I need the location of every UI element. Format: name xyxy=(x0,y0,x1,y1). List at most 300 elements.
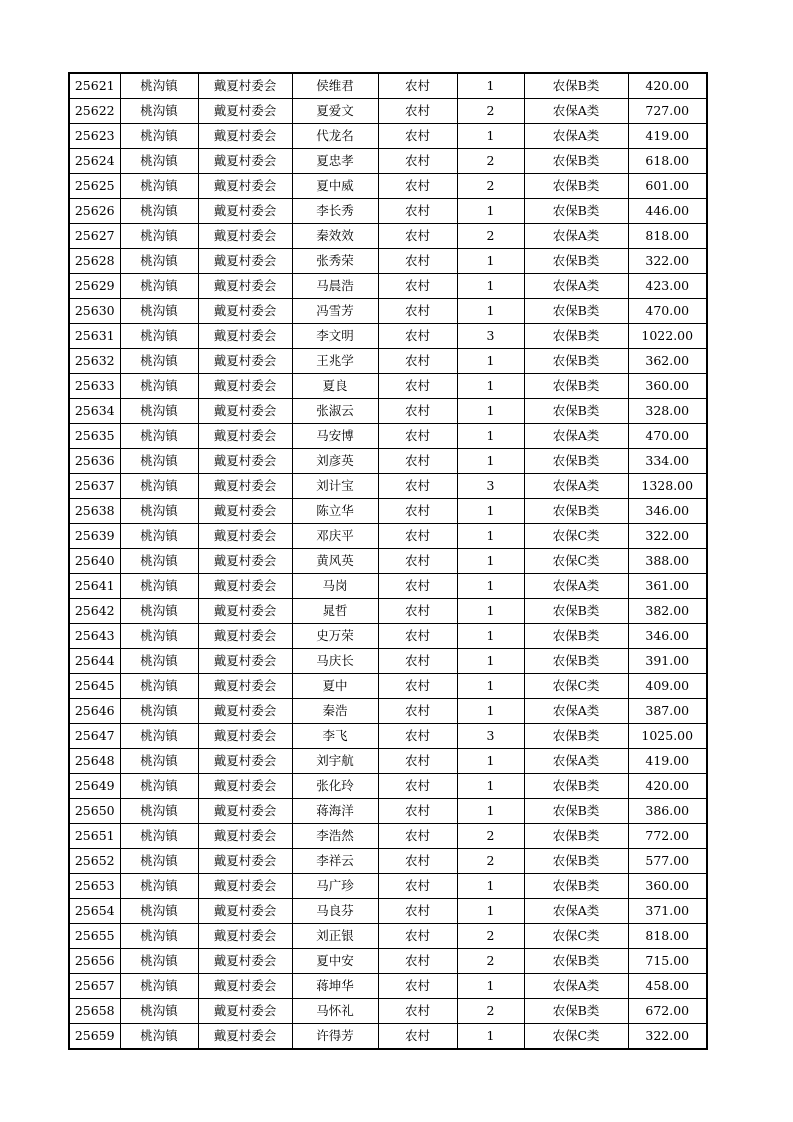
town-cell: 桃沟镇 xyxy=(120,349,198,374)
record-id-cell: 25647 xyxy=(69,724,120,749)
amount-cell: 420.00 xyxy=(628,774,707,799)
roster-body xyxy=(69,73,707,1049)
member-count-cell: 1 xyxy=(457,499,524,524)
name-cell: 李浩然 xyxy=(292,824,378,849)
insurance-class-cell: 农保A类 xyxy=(524,749,628,774)
town-cell: 桃沟镇 xyxy=(120,249,198,274)
amount-cell: 672.00 xyxy=(628,999,707,1024)
town-cell: 桃沟镇 xyxy=(120,849,198,874)
town-cell: 桃沟镇 xyxy=(120,174,198,199)
member-count-cell: 2 xyxy=(457,174,524,199)
table-row xyxy=(69,549,707,574)
insurance-class-cell: 农保A类 xyxy=(524,424,628,449)
member-count-cell: 1 xyxy=(457,649,524,674)
insurance-class-cell: 农保C类 xyxy=(524,549,628,574)
table-row xyxy=(69,424,707,449)
record-id-cell: 25629 xyxy=(69,274,120,299)
record-id-cell: 25640 xyxy=(69,549,120,574)
member-count-cell: 1 xyxy=(457,374,524,399)
name-cell: 张秀荣 xyxy=(292,249,378,274)
record-id-cell: 25645 xyxy=(69,674,120,699)
insurance-class-cell: 农保B类 xyxy=(524,799,628,824)
table-row xyxy=(69,149,707,174)
insurance-class-cell: 农保B类 xyxy=(524,449,628,474)
member-count-cell: 2 xyxy=(457,999,524,1024)
amount-cell: 360.00 xyxy=(628,874,707,899)
insurance-class-cell: 农保C类 xyxy=(524,924,628,949)
table-row xyxy=(69,849,707,874)
name-cell: 夏良 xyxy=(292,374,378,399)
town-cell: 桃沟镇 xyxy=(120,724,198,749)
amount-cell: 715.00 xyxy=(628,949,707,974)
amount-cell: 1328.00 xyxy=(628,474,707,499)
village-committee-cell: 戴夏村委会 xyxy=(198,449,292,474)
table-row xyxy=(69,874,707,899)
amount-cell: 334.00 xyxy=(628,449,707,474)
table-row xyxy=(69,349,707,374)
village-committee-cell: 戴夏村委会 xyxy=(198,649,292,674)
table-row xyxy=(69,174,707,199)
record-id-cell: 25648 xyxy=(69,749,120,774)
name-cell: 蒋坤华 xyxy=(292,974,378,999)
insurance-class-cell: 农保A类 xyxy=(524,224,628,249)
record-id-cell: 25644 xyxy=(69,649,120,674)
record-id-cell: 25624 xyxy=(69,149,120,174)
insurance-class-cell: 农保C类 xyxy=(524,1024,628,1050)
table-row xyxy=(69,974,707,999)
record-id-cell: 25638 xyxy=(69,499,120,524)
town-cell: 桃沟镇 xyxy=(120,474,198,499)
village-committee-cell: 戴夏村委会 xyxy=(198,799,292,824)
village-committee-cell: 戴夏村委会 xyxy=(198,549,292,574)
amount-cell: 601.00 xyxy=(628,174,707,199)
name-cell: 蒋海洋 xyxy=(292,799,378,824)
insurance-class-cell: 农保C类 xyxy=(524,524,628,549)
village-committee-cell: 戴夏村委会 xyxy=(198,674,292,699)
member-count-cell: 1 xyxy=(457,899,524,924)
name-cell: 马怀礼 xyxy=(292,999,378,1024)
member-count-cell: 1 xyxy=(457,624,524,649)
record-id-cell: 25651 xyxy=(69,824,120,849)
name-cell: 许得芳 xyxy=(292,1024,378,1050)
name-cell: 刘彦英 xyxy=(292,449,378,474)
name-cell: 冯雪芳 xyxy=(292,299,378,324)
amount-cell: 618.00 xyxy=(628,149,707,174)
member-count-cell: 2 xyxy=(457,99,524,124)
member-count-cell: 1 xyxy=(457,874,524,899)
member-count-cell: 3 xyxy=(457,474,524,499)
town-cell: 桃沟镇 xyxy=(120,149,198,174)
amount-cell: 419.00 xyxy=(628,124,707,149)
table-row xyxy=(69,299,707,324)
record-id-cell: 25642 xyxy=(69,599,120,624)
name-cell: 夏爱文 xyxy=(292,99,378,124)
record-id-cell: 25621 xyxy=(69,73,120,99)
amount-cell: 409.00 xyxy=(628,674,707,699)
table-row xyxy=(69,824,707,849)
household-type-cell: 农村 xyxy=(378,399,457,424)
table-row xyxy=(69,774,707,799)
town-cell: 桃沟镇 xyxy=(120,774,198,799)
town-cell: 桃沟镇 xyxy=(120,949,198,974)
household-type-cell: 农村 xyxy=(378,649,457,674)
table-row xyxy=(69,99,707,124)
household-type-cell: 农村 xyxy=(378,199,457,224)
record-id-cell: 25632 xyxy=(69,349,120,374)
insurance-class-cell: 农保B类 xyxy=(524,499,628,524)
table-row xyxy=(69,649,707,674)
household-type-cell: 农村 xyxy=(378,674,457,699)
table-row xyxy=(69,474,707,499)
table-row xyxy=(69,749,707,774)
record-id-cell: 25657 xyxy=(69,974,120,999)
village-committee-cell: 戴夏村委会 xyxy=(198,149,292,174)
table-row xyxy=(69,199,707,224)
table-row xyxy=(69,699,707,724)
amount-cell: 361.00 xyxy=(628,574,707,599)
member-count-cell: 2 xyxy=(457,224,524,249)
town-cell: 桃沟镇 xyxy=(120,299,198,324)
table-row xyxy=(69,674,707,699)
name-cell: 史万荣 xyxy=(292,624,378,649)
name-cell: 马安博 xyxy=(292,424,378,449)
town-cell: 桃沟镇 xyxy=(120,524,198,549)
amount-cell: 818.00 xyxy=(628,224,707,249)
name-cell: 李长秀 xyxy=(292,199,378,224)
village-committee-cell: 戴夏村委会 xyxy=(198,249,292,274)
household-type-cell: 农村 xyxy=(378,999,457,1024)
record-id-cell: 25635 xyxy=(69,424,120,449)
member-count-cell: 2 xyxy=(457,849,524,874)
insurance-class-cell: 农保B类 xyxy=(524,299,628,324)
insurance-class-cell: 农保B类 xyxy=(524,874,628,899)
member-count-cell: 1 xyxy=(457,449,524,474)
member-count-cell: 1 xyxy=(457,599,524,624)
table-row xyxy=(69,499,707,524)
member-count-cell: 1 xyxy=(457,124,524,149)
record-id-cell: 25658 xyxy=(69,999,120,1024)
household-type-cell: 农村 xyxy=(378,874,457,899)
record-id-cell: 25637 xyxy=(69,474,120,499)
household-type-cell: 农村 xyxy=(378,349,457,374)
insurance-class-cell: 农保B类 xyxy=(524,624,628,649)
table-row xyxy=(69,374,707,399)
record-id-cell: 25626 xyxy=(69,199,120,224)
table-row xyxy=(69,899,707,924)
town-cell: 桃沟镇 xyxy=(120,824,198,849)
member-count-cell: 2 xyxy=(457,949,524,974)
member-count-cell: 1 xyxy=(457,299,524,324)
village-committee-cell: 戴夏村委会 xyxy=(198,824,292,849)
name-cell: 陈立华 xyxy=(292,499,378,524)
village-committee-cell: 戴夏村委会 xyxy=(198,399,292,424)
village-committee-cell: 戴夏村委会 xyxy=(198,124,292,149)
member-count-cell: 2 xyxy=(457,824,524,849)
town-cell: 桃沟镇 xyxy=(120,749,198,774)
member-count-cell: 1 xyxy=(457,574,524,599)
town-cell: 桃沟镇 xyxy=(120,124,198,149)
member-count-cell: 1 xyxy=(457,199,524,224)
household-type-cell: 农村 xyxy=(378,474,457,499)
town-cell: 桃沟镇 xyxy=(120,73,198,99)
insurance-class-cell: 农保B类 xyxy=(524,399,628,424)
member-count-cell: 1 xyxy=(457,524,524,549)
table-row xyxy=(69,124,707,149)
amount-cell: 446.00 xyxy=(628,199,707,224)
record-id-cell: 25656 xyxy=(69,949,120,974)
household-type-cell: 农村 xyxy=(378,849,457,874)
household-type-cell: 农村 xyxy=(378,524,457,549)
table-row xyxy=(69,1024,707,1050)
household-type-cell: 农村 xyxy=(378,224,457,249)
name-cell: 马晨浩 xyxy=(292,274,378,299)
village-committee-cell: 戴夏村委会 xyxy=(198,999,292,1024)
village-committee-cell: 戴夏村委会 xyxy=(198,599,292,624)
household-type-cell: 农村 xyxy=(378,899,457,924)
name-cell: 刘计宝 xyxy=(292,474,378,499)
town-cell: 桃沟镇 xyxy=(120,499,198,524)
table-row xyxy=(69,924,707,949)
name-cell: 夏中威 xyxy=(292,174,378,199)
insurance-class-cell: 农保C类 xyxy=(524,674,628,699)
town-cell: 桃沟镇 xyxy=(120,449,198,474)
town-cell: 桃沟镇 xyxy=(120,624,198,649)
village-committee-cell: 戴夏村委会 xyxy=(198,424,292,449)
village-committee-cell: 戴夏村委会 xyxy=(198,899,292,924)
record-id-cell: 25634 xyxy=(69,399,120,424)
village-committee-cell: 戴夏村委会 xyxy=(198,174,292,199)
name-cell: 马良芬 xyxy=(292,899,378,924)
record-id-cell: 25623 xyxy=(69,124,120,149)
village-committee-cell: 戴夏村委会 xyxy=(198,499,292,524)
table-row xyxy=(69,949,707,974)
household-type-cell: 农村 xyxy=(378,149,457,174)
name-cell: 张淑云 xyxy=(292,399,378,424)
amount-cell: 772.00 xyxy=(628,824,707,849)
name-cell: 李祥云 xyxy=(292,849,378,874)
name-cell: 马庆长 xyxy=(292,649,378,674)
household-type-cell: 农村 xyxy=(378,749,457,774)
town-cell: 桃沟镇 xyxy=(120,874,198,899)
table-row xyxy=(69,449,707,474)
insurance-class-cell: 农保B类 xyxy=(524,149,628,174)
record-id-cell: 25630 xyxy=(69,299,120,324)
insurance-class-cell: 农保A类 xyxy=(524,974,628,999)
insurance-class-cell: 农保B类 xyxy=(524,649,628,674)
table-row xyxy=(69,624,707,649)
member-count-cell: 3 xyxy=(457,324,524,349)
household-type-cell: 农村 xyxy=(378,449,457,474)
table-row xyxy=(69,249,707,274)
record-id-cell: 25649 xyxy=(69,774,120,799)
town-cell: 桃沟镇 xyxy=(120,649,198,674)
household-type-cell: 农村 xyxy=(378,99,457,124)
town-cell: 桃沟镇 xyxy=(120,424,198,449)
record-id-cell: 25655 xyxy=(69,924,120,949)
town-cell: 桃沟镇 xyxy=(120,199,198,224)
village-committee-cell: 戴夏村委会 xyxy=(198,73,292,99)
name-cell: 马广珍 xyxy=(292,874,378,899)
record-id-cell: 25639 xyxy=(69,524,120,549)
household-type-cell: 农村 xyxy=(378,174,457,199)
insurance-class-cell: 农保B类 xyxy=(524,599,628,624)
amount-cell: 322.00 xyxy=(628,1024,707,1050)
village-committee-cell: 戴夏村委会 xyxy=(198,199,292,224)
village-committee-cell: 戴夏村委会 xyxy=(198,299,292,324)
insurance-class-cell: 农保B类 xyxy=(524,824,628,849)
insurance-class-cell: 农保B类 xyxy=(524,199,628,224)
record-id-cell: 25646 xyxy=(69,699,120,724)
name-cell: 晁哲 xyxy=(292,599,378,624)
household-type-cell: 农村 xyxy=(378,699,457,724)
insurance-class-cell: 农保A类 xyxy=(524,99,628,124)
village-committee-cell: 戴夏村委会 xyxy=(198,699,292,724)
town-cell: 桃沟镇 xyxy=(120,699,198,724)
roster-sheet xyxy=(68,72,706,1050)
household-type-cell: 农村 xyxy=(378,73,457,99)
name-cell: 夏中 xyxy=(292,674,378,699)
name-cell: 王兆学 xyxy=(292,349,378,374)
insurance-class-cell: 农保B类 xyxy=(524,349,628,374)
household-type-cell: 农村 xyxy=(378,624,457,649)
amount-cell: 727.00 xyxy=(628,99,707,124)
town-cell: 桃沟镇 xyxy=(120,799,198,824)
amount-cell: 420.00 xyxy=(628,73,707,99)
town-cell: 桃沟镇 xyxy=(120,549,198,574)
member-count-cell: 1 xyxy=(457,399,524,424)
name-cell: 夏忠孝 xyxy=(292,149,378,174)
village-committee-cell: 戴夏村委会 xyxy=(198,724,292,749)
member-count-cell: 1 xyxy=(457,1024,524,1050)
name-cell: 代龙名 xyxy=(292,124,378,149)
record-id-cell: 25625 xyxy=(69,174,120,199)
village-committee-cell: 戴夏村委会 xyxy=(198,474,292,499)
village-committee-cell: 戴夏村委会 xyxy=(198,374,292,399)
household-type-cell: 农村 xyxy=(378,299,457,324)
household-type-cell: 农村 xyxy=(378,724,457,749)
insurance-class-cell: 农保B类 xyxy=(524,949,628,974)
table-row xyxy=(69,999,707,1024)
record-id-cell: 25622 xyxy=(69,99,120,124)
table-row xyxy=(69,599,707,624)
town-cell: 桃沟镇 xyxy=(120,924,198,949)
name-cell: 马岗 xyxy=(292,574,378,599)
insurance-class-cell: 农保B类 xyxy=(524,774,628,799)
name-cell: 秦浩 xyxy=(292,699,378,724)
record-id-cell: 25643 xyxy=(69,624,120,649)
household-type-cell: 农村 xyxy=(378,774,457,799)
village-committee-cell: 戴夏村委会 xyxy=(198,224,292,249)
amount-cell: 458.00 xyxy=(628,974,707,999)
household-type-cell: 农村 xyxy=(378,324,457,349)
record-id-cell: 25652 xyxy=(69,849,120,874)
village-committee-cell: 戴夏村委会 xyxy=(198,324,292,349)
record-id-cell: 25636 xyxy=(69,449,120,474)
amount-cell: 577.00 xyxy=(628,849,707,874)
name-cell: 刘正银 xyxy=(292,924,378,949)
household-type-cell: 农村 xyxy=(378,274,457,299)
insurance-class-cell: 农保B类 xyxy=(524,849,628,874)
table-row xyxy=(69,224,707,249)
amount-cell: 322.00 xyxy=(628,524,707,549)
amount-cell: 388.00 xyxy=(628,549,707,574)
record-id-cell: 25650 xyxy=(69,799,120,824)
household-type-cell: 农村 xyxy=(378,374,457,399)
town-cell: 桃沟镇 xyxy=(120,274,198,299)
name-cell: 夏中安 xyxy=(292,949,378,974)
village-committee-cell: 戴夏村委会 xyxy=(198,749,292,774)
record-id-cell: 25633 xyxy=(69,374,120,399)
record-id-cell: 25627 xyxy=(69,224,120,249)
name-cell: 李文明 xyxy=(292,324,378,349)
amount-cell: 328.00 xyxy=(628,399,707,424)
household-type-cell: 农村 xyxy=(378,424,457,449)
insurance-class-cell: 农保B类 xyxy=(524,73,628,99)
insurance-class-cell: 农保A类 xyxy=(524,699,628,724)
member-count-cell: 1 xyxy=(457,974,524,999)
town-cell: 桃沟镇 xyxy=(120,674,198,699)
village-committee-cell: 戴夏村委会 xyxy=(198,349,292,374)
amount-cell: 470.00 xyxy=(628,299,707,324)
household-type-cell: 农村 xyxy=(378,824,457,849)
member-count-cell: 2 xyxy=(457,924,524,949)
household-type-cell: 农村 xyxy=(378,799,457,824)
village-committee-cell: 戴夏村委会 xyxy=(198,924,292,949)
table-row xyxy=(69,399,707,424)
insurance-class-cell: 农保B类 xyxy=(524,374,628,399)
village-committee-cell: 戴夏村委会 xyxy=(198,624,292,649)
member-count-cell: 2 xyxy=(457,149,524,174)
insurance-class-cell: 农保B类 xyxy=(524,724,628,749)
member-count-cell: 1 xyxy=(457,73,524,99)
household-type-cell: 农村 xyxy=(378,1024,457,1050)
household-type-cell: 农村 xyxy=(378,124,457,149)
village-committee-cell: 戴夏村委会 xyxy=(198,949,292,974)
record-id-cell: 25628 xyxy=(69,249,120,274)
household-type-cell: 农村 xyxy=(378,574,457,599)
member-count-cell: 1 xyxy=(457,799,524,824)
village-committee-cell: 戴夏村委会 xyxy=(198,774,292,799)
table-row xyxy=(69,324,707,349)
household-type-cell: 农村 xyxy=(378,949,457,974)
town-cell: 桃沟镇 xyxy=(120,974,198,999)
village-committee-cell: 戴夏村委会 xyxy=(198,974,292,999)
member-count-cell: 1 xyxy=(457,274,524,299)
amount-cell: 362.00 xyxy=(628,349,707,374)
household-type-cell: 农村 xyxy=(378,499,457,524)
table-row xyxy=(69,724,707,749)
insurance-class-cell: 农保A类 xyxy=(524,574,628,599)
member-count-cell: 1 xyxy=(457,249,524,274)
table-row xyxy=(69,799,707,824)
member-count-cell: 1 xyxy=(457,699,524,724)
table-row xyxy=(69,73,707,99)
village-committee-cell: 戴夏村委会 xyxy=(198,524,292,549)
village-committee-cell: 戴夏村委会 xyxy=(198,1024,292,1050)
town-cell: 桃沟镇 xyxy=(120,99,198,124)
village-committee-cell: 戴夏村委会 xyxy=(198,274,292,299)
amount-cell: 391.00 xyxy=(628,649,707,674)
record-id-cell: 25659 xyxy=(69,1024,120,1050)
household-type-cell: 农村 xyxy=(378,549,457,574)
name-cell: 秦效效 xyxy=(292,224,378,249)
insurance-class-cell: 农保B类 xyxy=(524,324,628,349)
amount-cell: 386.00 xyxy=(628,799,707,824)
member-count-cell: 1 xyxy=(457,674,524,699)
name-cell: 黄风英 xyxy=(292,549,378,574)
town-cell: 桃沟镇 xyxy=(120,1024,198,1050)
amount-cell: 1022.00 xyxy=(628,324,707,349)
